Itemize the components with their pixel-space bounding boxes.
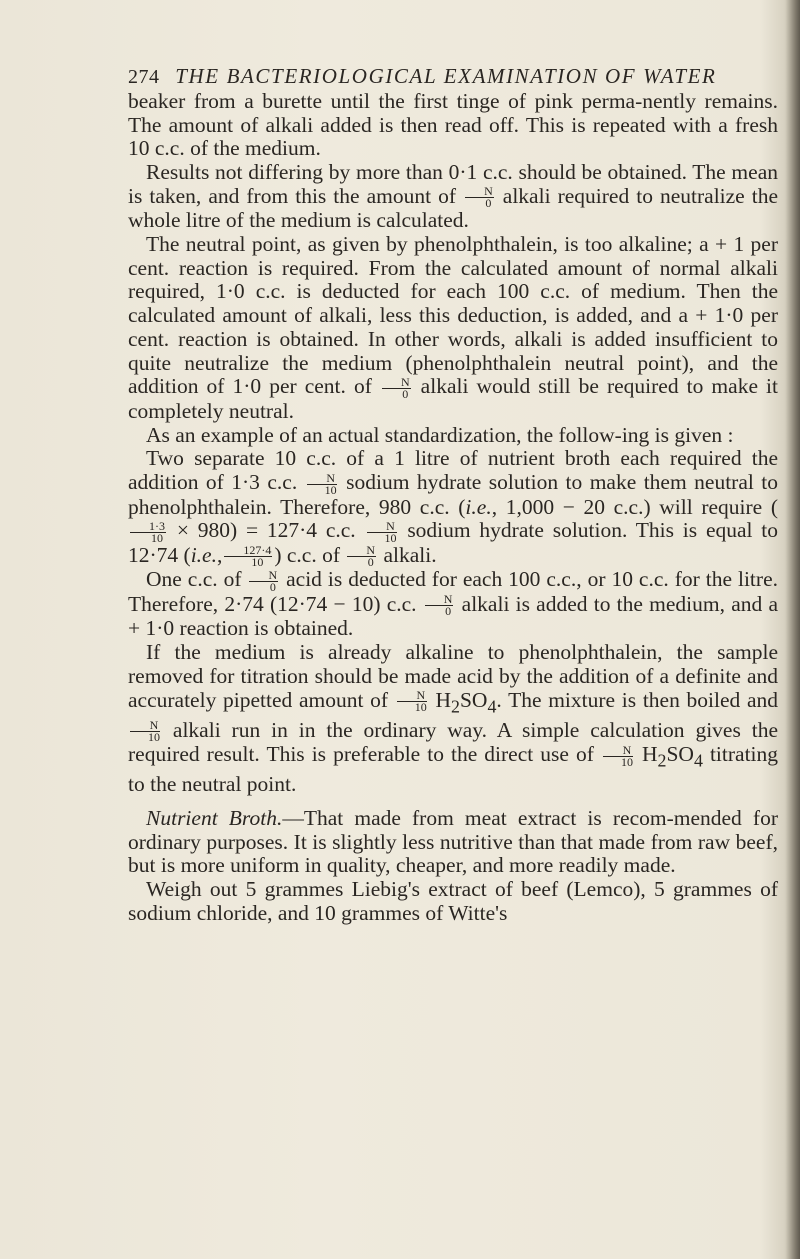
fraction-calc: $\frac{1\cdot 3}{10}$ bbox=[130, 521, 166, 544]
running-title: THE BACTERIOLOGICAL EXAMINATION OF WATER bbox=[175, 64, 717, 88]
running-header bbox=[128, 64, 728, 89]
fraction-normal: $\frac{N}{0}$ bbox=[382, 377, 411, 400]
fraction-normal: $\frac{N}{0}$ bbox=[249, 570, 278, 593]
fraction-ie: $\frac{127\cdot 4}{10}$ bbox=[224, 545, 272, 568]
page-body bbox=[128, 90, 778, 925]
p3-text-b: alkali would still be required to make it completely neutral. bbox=[128, 374, 779, 423]
fraction-normal: $\frac{N}{0}$ bbox=[347, 545, 376, 568]
fraction-tenth-normal: $\frac{N}{10}$ bbox=[397, 690, 427, 713]
paragraph-6: One c.c. of $\frac{N}{0}$ acid is deducted for each 100 c.c., or 10 c.c. for the litre. Therefore, 2·74 (12·74 − 10) c.c. $\frac{N}{0}$ alkali is added to the medium, and a + 1·0 reaction is obtained. bbox=[128, 567, 779, 641]
page-edge-shadow bbox=[786, 0, 800, 1259]
paragraph-2 bbox=[128, 161, 778, 233]
paragraph-3 bbox=[128, 233, 778, 423]
paragraph-7: If the medium is already alkaline to phenolphthalein, the sample removed for titration should be made acid by the addition of a definite and accurately pipetted amount of $\frac{N}{10}$ $H_2SO_4$. The mixture is then boiled and $\frac{N}{10}$ alkali run in in the ordinary way. A simple calculation gives the required result. This is preferable to the direct use of $\frac{N}{10}$ $H_2SO_4$ titrating to the neutral point. bbox=[128, 640, 779, 797]
fraction-normal: $\frac{N}{0}$ bbox=[465, 186, 494, 209]
p2-text-b: alkali required to neutralize the whole litre of the medium is calculated. bbox=[128, 183, 779, 233]
fraction-tenth-normal: $\frac{N}{10}$ bbox=[130, 720, 160, 743]
paragraph-4: As an example of an actual standardization, the follow-ing is given : bbox=[146, 422, 734, 447]
section-title-nutrient-broth: Nutrient Broth. bbox=[146, 805, 283, 830]
fraction-normal: $\frac{N}{0}$ bbox=[425, 594, 454, 617]
p3-text-a: The neutral point, as given by phenolphthalein, is too alkaline; a + 1 per cent. reaction is required. From the calculated amount of normal alkali required, 1·0 c.c. is deducted for each 100 c.c. of medium. Then the calculated amount of alkali, less this deduction, is added, and a + 1·0 per cent. reaction is obtained. In other words, alkali is added insufficient to quite neutralize the medium (phenolphthalein neutral point), and the addition of 1·0 per cent. of bbox=[128, 232, 778, 399]
paragraph-8: Nutrient Broth.—That made from meat extract is recom-mended for ordinary purposes. It is slightly less nutritive than that made from raw beef, but is more uniform in quality, cheaper, and more readily made. bbox=[128, 805, 778, 878]
fraction-tenth-normal: $\frac{N}{10}$ bbox=[603, 745, 633, 768]
fraction-tenth-normal: $\frac{N}{10}$ bbox=[367, 521, 397, 544]
paragraph-5: Two separate 10 c.c. of a 1 litre of nutrient broth each required the addition of 1·3 c.c. $\frac{N}{10}$ sodium hydrate solution to make them neutral to phenolphthalein. Therefore, 980 c.c. (i.e., 1,000 − 20 c.c.) will require ( $\frac{1\cdot 3}{10}$ × 980) = 127·4 c.c. $\frac{N}{10}$ sodium hydrate solution. This is equal to 12·74 (i.e., $\frac{127\cdot 4}{10}$ ) c.c. of $\frac{N}{0}$ alkali. bbox=[128, 446, 779, 570]
fraction-tenth-normal: $\frac{N}{10}$ bbox=[307, 473, 337, 496]
p2-text-a: Results not differing by more than 0·1 c.c. should be obtained. The mean is taken, and from this the amount of bbox=[128, 160, 778, 208]
paragraph-1: beaker from a burette until the first tinge of pink perma-nently remains. The amount of alkali added is then read off. This is repeated with a fresh 10 c.c. of the medium. bbox=[128, 89, 778, 161]
page-number: 274 bbox=[128, 66, 160, 88]
paragraph-9: Weigh out 5 grammes Liebig's extract of beef (Lemco), 5 grammes of sodium chloride, and 10 grammes of Witte's bbox=[128, 876, 778, 925]
